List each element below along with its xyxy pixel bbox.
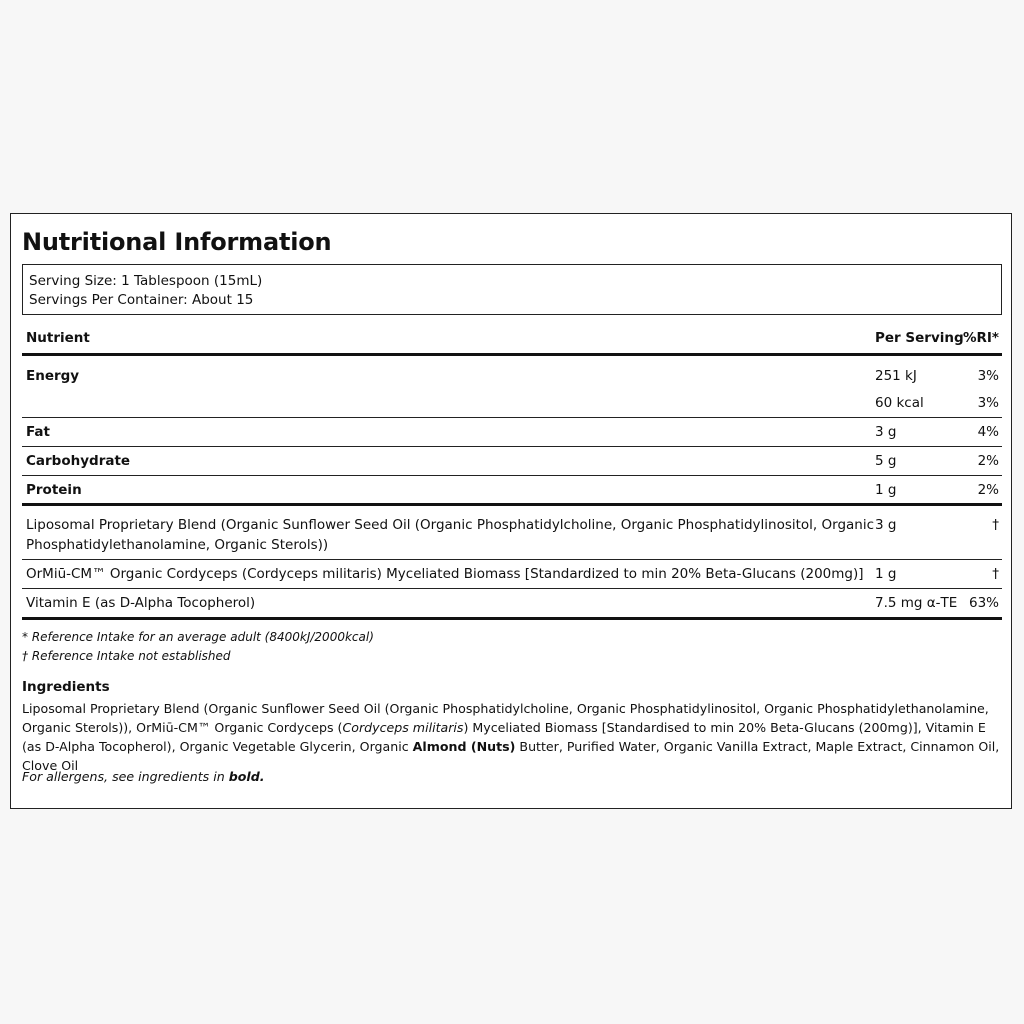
- allergen-note-text: For allergens, see ingredients in: [22, 769, 229, 784]
- servings-per-container: Servings Per Container: About 15: [29, 292, 254, 308]
- ingredients-italic: Cordyceps militaris: [342, 720, 464, 735]
- energy-kj-ri: 3%: [977, 368, 999, 384]
- row-protein: [22, 476, 1002, 506]
- protein-amount: 1 g: [875, 482, 897, 498]
- nutrition-table: [22, 326, 1002, 620]
- ingredients-text: [22, 699, 1004, 775]
- allergen-note: [22, 769, 265, 784]
- cordyceps-amount: 1 g: [875, 566, 897, 582]
- ingredients-part1: Liposomal Proprietary Blend (Organic Sunflower Seed Oil (Organic Phosphatidylcholine, Organic Phosphatidylinositol, Organic Phosphatidylethanolamine, Organic Sterols)), OrMiū-CM™ Organic Cordyceps (: [22, 701, 989, 735]
- row-proprietary-blend: [22, 506, 1002, 560]
- vitamin-e-label: Vitamin E (as D-Alpha Tocopherol): [26, 595, 256, 611]
- fat-ri: 4%: [977, 424, 999, 440]
- row-vitamin-e: [22, 589, 1002, 620]
- serving-info-box: [22, 264, 1002, 315]
- blend-ri: †: [992, 517, 999, 533]
- cordyceps-label: OrMiū-CM™ Organic Cordyceps (Cordyceps militaris) Myceliated Biomass [Standardized to min 20% Beta-Glucans (200mg)]: [26, 566, 864, 582]
- fat-amount: 3 g: [875, 424, 897, 440]
- allergen-note-bold: bold.: [228, 769, 265, 784]
- vitamin-e-amount: 7.5 mg α-TE: [875, 595, 958, 611]
- ingredients-title: Ingredients: [22, 679, 110, 695]
- carbohydrate-ri: 2%: [977, 453, 999, 469]
- footnote-not-established: † Reference Intake not established: [22, 649, 231, 663]
- cordyceps-ri: †: [992, 566, 999, 582]
- header-ri: %RI*: [962, 330, 999, 346]
- blend-label-line2: Phosphatidylethanolamine, Organic Sterols)): [26, 537, 329, 553]
- blend-label-line1: Liposomal Proprietary Blend (Organic Sunflower Seed Oil (Organic Phosphatidylcholine, Organic Phosphatidylinositol, Organic: [26, 517, 875, 533]
- energy-kcal-ri: 3%: [977, 395, 999, 411]
- vitamin-e-ri: 63%: [968, 595, 999, 611]
- header-per-serving: Per Serving: [875, 330, 964, 346]
- footnote-reference-intake: * Reference Intake for an average adult (8400kJ/2000kcal): [22, 630, 374, 644]
- ingredients-part2: ) Myceliated Biomass [Standardised to min 20% Beta-Glucans (200mg)], Vitamin E (as D-Alpha Tocopherol), Organic Vegetable Glycerin, Organic: [22, 720, 986, 754]
- row-carbohydrate: [22, 447, 1002, 476]
- energy-kcal: 60 kcal: [875, 395, 924, 411]
- carbohydrate-label: Carbohydrate: [26, 453, 131, 469]
- row-energy: [22, 356, 1002, 418]
- energy-kj: 251 kJ: [875, 368, 917, 384]
- nutrition-panel: [10, 213, 1012, 809]
- row-fat: [22, 418, 1002, 447]
- ingredients-part3: Butter, Purified Water, Organic Vanilla Extract, Maple Extract, Cinnamon Oil, Clove Oil: [22, 739, 1000, 773]
- row-cordyceps: [22, 560, 1002, 589]
- header-nutrient: Nutrient: [26, 330, 90, 346]
- energy-label: Energy: [26, 368, 80, 384]
- panel-title: Nutritional Information: [22, 228, 332, 256]
- carbohydrate-amount: 5 g: [875, 453, 897, 469]
- blend-amount: 3 g: [875, 517, 897, 533]
- serving-size: Serving Size: 1 Tablespoon (15mL): [29, 273, 263, 289]
- protein-ri: 2%: [977, 482, 999, 498]
- ingredients-allergen: Almond (Nuts): [412, 739, 516, 754]
- protein-label: Protein: [26, 482, 82, 498]
- fat-label: Fat: [26, 424, 50, 440]
- table-header-row: [22, 326, 1002, 356]
